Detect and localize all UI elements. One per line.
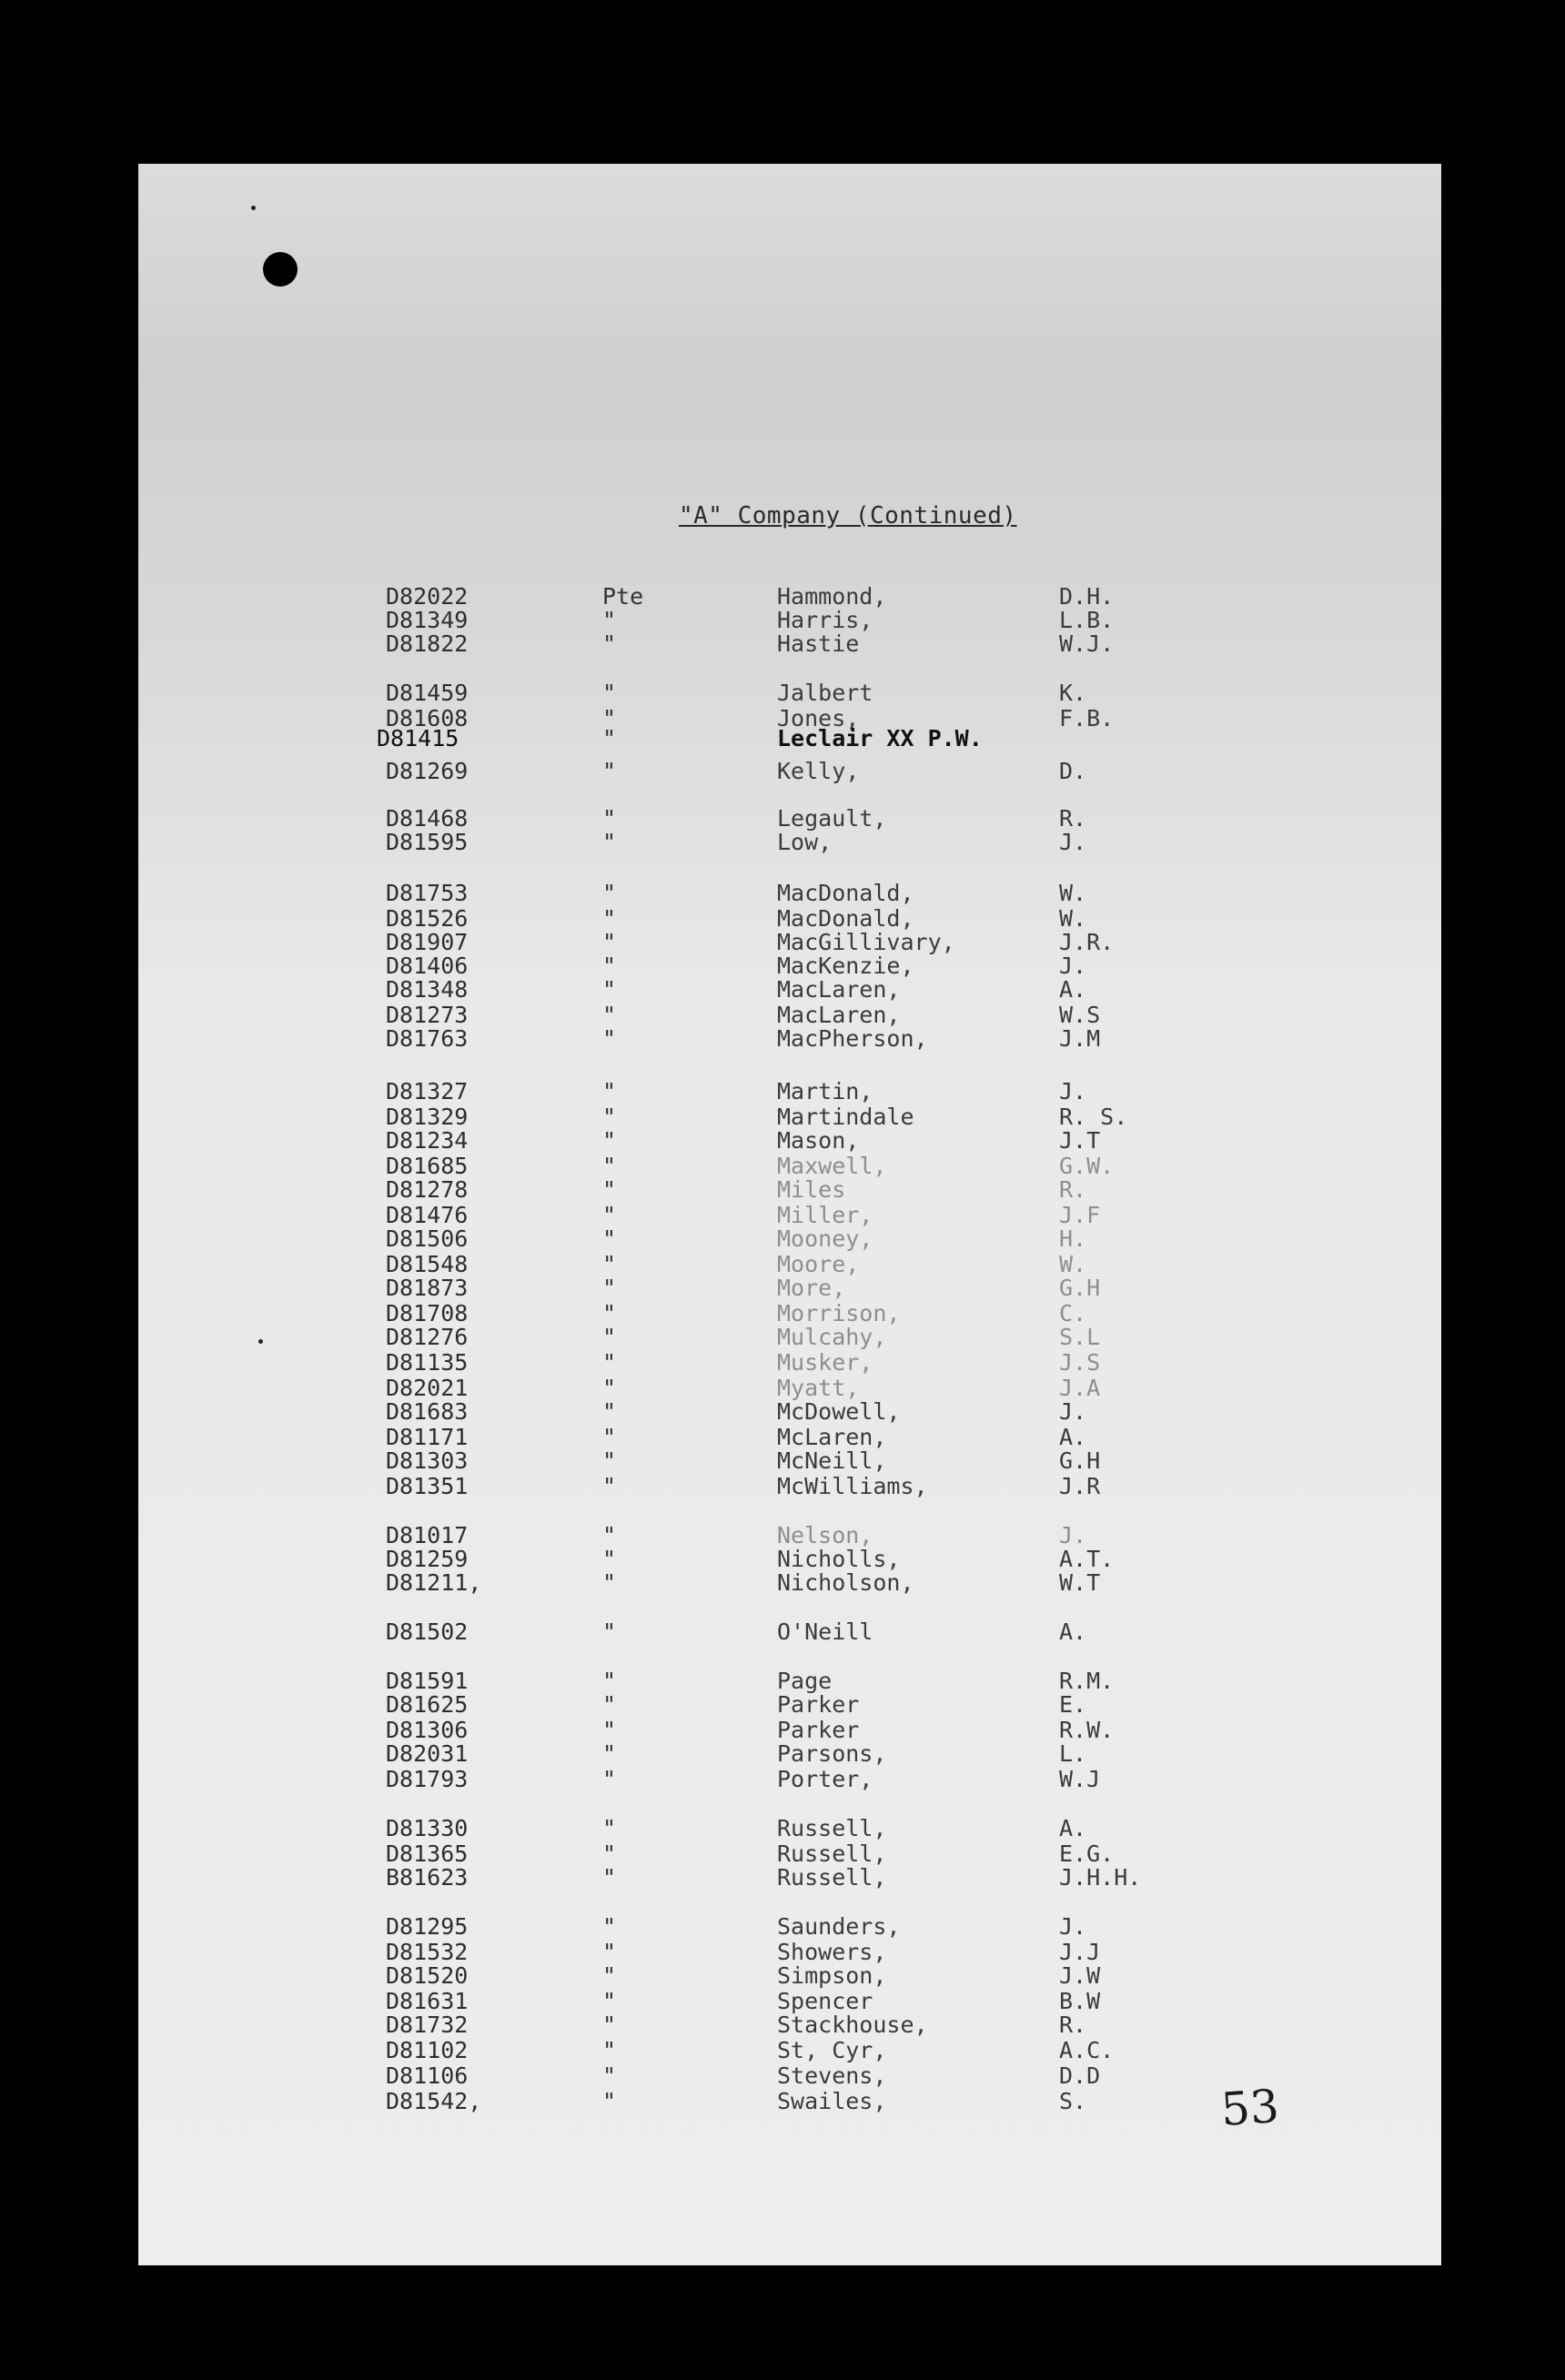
roster-row <box>138 1203 1441 1228</box>
rank: " <box>602 1251 617 1277</box>
rank: " <box>602 1864 617 1891</box>
surname: Low, <box>777 829 833 855</box>
rank: " <box>602 1349 617 1376</box>
service-number: D81303 <box>386 1447 469 1474</box>
rank: " <box>602 1375 617 1401</box>
initials: W. <box>1059 1251 1087 1277</box>
rank: " <box>602 1717 617 1743</box>
initials: R. <box>1059 1176 1087 1203</box>
initials: C. <box>1059 1300 1087 1326</box>
roster-row <box>138 1154 1441 1179</box>
roster-row <box>138 806 1441 832</box>
surname: MacKenzie, <box>777 953 914 979</box>
initials: W.J. <box>1059 630 1115 657</box>
initials: A.T. <box>1059 1546 1115 1572</box>
surname: Porter, <box>777 1766 873 1792</box>
rank: " <box>602 905 617 932</box>
initials: W. <box>1059 880 1087 906</box>
initials: F.B. <box>1059 705 1115 731</box>
surname: Kelly, <box>777 758 860 784</box>
initials: R. <box>1059 2012 1087 2038</box>
surname: Stackhouse, <box>777 2012 928 2038</box>
surname: Nicholson, <box>777 1569 914 1596</box>
rank: " <box>602 1104 617 1130</box>
roster-row <box>138 1079 1441 1104</box>
page-title: "A" Company (Continued) <box>679 502 1017 529</box>
service-number: D81506 <box>386 1225 469 1252</box>
surname: Russell, <box>777 1840 887 1867</box>
rank: " <box>602 680 617 706</box>
rank: " <box>602 2037 617 2063</box>
surname: Parsons, <box>777 1740 887 1767</box>
surname: Nelson, <box>777 1522 873 1548</box>
rank: " <box>602 1025 617 1052</box>
initials: D.D <box>1059 2062 1101 2089</box>
service-number: D81608 <box>386 705 469 731</box>
service-number: D81542, <box>386 2088 482 2114</box>
service-number: D81276 <box>386 1324 469 1350</box>
surname: Martindale <box>777 1104 914 1130</box>
surname: Stevens, <box>777 2062 887 2089</box>
initials: J. <box>1059 1078 1087 1104</box>
rank: " <box>602 758 617 784</box>
initials: J.H.H. <box>1059 1864 1142 1891</box>
roster-row <box>138 1399 1441 1425</box>
initials: J.R. <box>1059 929 1115 955</box>
rank: " <box>602 1153 617 1179</box>
roster-row <box>138 1816 1441 1841</box>
surname: McDowell, <box>777 1398 901 1425</box>
initials: R.M. <box>1059 1668 1115 1694</box>
initials: J.W <box>1059 1962 1101 1989</box>
initials: J.T <box>1059 1127 1101 1154</box>
roster-row <box>138 1003 1441 1028</box>
service-number: D81017 <box>386 1522 469 1548</box>
rank: " <box>602 1225 617 1252</box>
service-number: D81365 <box>386 1840 469 1867</box>
roster-row <box>138 1940 1441 1965</box>
service-number: D81295 <box>386 1913 469 1940</box>
rank: " <box>602 976 617 1003</box>
roster-row <box>138 1276 1441 1301</box>
service-number: D81406 <box>386 953 469 979</box>
initials: A.C. <box>1059 2037 1115 2063</box>
service-number: D81259 <box>386 1546 469 1572</box>
initials: L. <box>1059 1740 1087 1767</box>
surname: McWilliams, <box>777 1473 928 1499</box>
roster-row <box>138 1128 1441 1154</box>
surname: Parker <box>777 1717 860 1743</box>
service-number: D81476 <box>386 1202 469 1228</box>
initials: R. S. <box>1059 1104 1128 1130</box>
surname: Swailes, <box>777 2088 887 2114</box>
rank: " <box>602 1815 617 1841</box>
surname: Moore, <box>777 1251 860 1277</box>
surname: Musker, <box>777 1349 873 1376</box>
service-number: D82031 <box>386 1740 469 1767</box>
service-number: D81106 <box>386 2062 469 2089</box>
service-number: D81753 <box>386 880 469 906</box>
service-number: D81502 <box>386 1619 469 1645</box>
initials: W.S <box>1059 1002 1101 1028</box>
service-number: D81591 <box>386 1668 469 1694</box>
surname: Mason, <box>777 1127 860 1154</box>
initials: R. <box>1059 805 1087 832</box>
initials: S. <box>1059 2088 1087 2114</box>
roster-row <box>138 1177 1441 1203</box>
service-number: D81269 <box>386 758 469 784</box>
roster-row <box>138 977 1441 1003</box>
roster-row <box>138 681 1441 706</box>
service-number: D81683 <box>386 1398 469 1425</box>
roster-list <box>138 164 1441 2265</box>
rank: " <box>602 1275 617 1301</box>
initials: J.M <box>1059 1025 1101 1052</box>
surname: Legault, <box>777 805 887 832</box>
roster-row <box>138 584 1441 610</box>
rank: " <box>602 829 617 855</box>
surname: Nicholls, <box>777 1546 901 1572</box>
initials: J.S <box>1059 1349 1101 1376</box>
surname: St, Cyr, <box>777 2037 887 2063</box>
surname: Miller, <box>777 1202 873 1228</box>
rank: " <box>602 1300 617 1326</box>
surname: Myatt, <box>777 1375 860 1401</box>
service-number: B81623 <box>386 1864 469 1891</box>
surname: MacLaren, <box>777 976 901 1003</box>
roster-row <box>138 1301 1441 1326</box>
rank: " <box>602 1324 617 1350</box>
service-number: D81732 <box>386 2012 469 2038</box>
service-number: D81171 <box>386 1424 469 1450</box>
surname: MacDonald, <box>777 880 914 906</box>
surname: Page <box>777 1668 833 1694</box>
initials: W.T <box>1059 1569 1101 1596</box>
initials: S.L <box>1059 1324 1101 1350</box>
rank: " <box>602 1398 617 1425</box>
initials: J. <box>1059 953 1087 979</box>
rank: " <box>602 1176 617 1203</box>
initials: G.W. <box>1059 1153 1115 1179</box>
roster-row <box>138 759 1441 784</box>
service-number: D81822 <box>386 630 469 657</box>
roster-row <box>138 953 1441 979</box>
surname: Mulcahy, <box>777 1324 887 1350</box>
roster-row <box>138 1619 1441 1645</box>
surname: Simpson, <box>777 1962 887 1989</box>
rank: " <box>602 1078 617 1104</box>
surname: Russell, <box>777 1815 887 1841</box>
rank: " <box>602 880 617 906</box>
surname: Maxwell, <box>777 1153 887 1179</box>
rank: " <box>602 1569 617 1596</box>
roster-row <box>138 1104 1441 1130</box>
initials: R.W. <box>1059 1717 1115 1743</box>
rank: " <box>602 1668 617 1694</box>
roster-row <box>138 1474 1441 1499</box>
service-number: D81348 <box>386 976 469 1003</box>
initials: J.J <box>1059 1939 1101 1965</box>
service-number: D82021 <box>386 1375 469 1401</box>
surname: Morrison, <box>777 1300 901 1326</box>
service-number: D81102 <box>386 2037 469 2063</box>
roster-row <box>138 2012 1441 2038</box>
roster-row <box>138 1026 1441 1052</box>
roster-row <box>138 830 1441 855</box>
roster-row <box>138 1252 1441 1277</box>
roster-row <box>138 1325 1441 1350</box>
service-number: D81278 <box>386 1176 469 1203</box>
roster-row <box>138 1841 1441 1867</box>
service-number: D81351 <box>386 1473 469 1499</box>
initials: A. <box>1059 1424 1087 1450</box>
roster-row <box>138 881 1441 906</box>
rank: " <box>602 1962 617 1989</box>
surname: MacGillivary, <box>777 929 955 955</box>
service-number: D81526 <box>386 905 469 932</box>
rank: " <box>602 1619 617 1645</box>
roster-row <box>138 1718 1441 1743</box>
service-number: D81234 <box>386 1127 469 1154</box>
initials: E. <box>1059 1691 1087 1718</box>
roster-row <box>138 1741 1441 1767</box>
service-number: D81330 <box>386 1815 469 1841</box>
roster-row <box>138 1547 1441 1572</box>
initials: D.H. <box>1059 583 1115 610</box>
initials: J. <box>1059 829 1087 855</box>
surname: Parker <box>777 1691 860 1718</box>
service-number: D81329 <box>386 1104 469 1130</box>
surname: Hastie <box>777 630 860 657</box>
service-number: D81468 <box>386 805 469 832</box>
document-page <box>138 164 1441 2265</box>
initials: H. <box>1059 1225 1087 1252</box>
roster-row <box>138 1669 1441 1694</box>
rank: " <box>602 2088 617 2114</box>
surname: Miles <box>777 1176 846 1203</box>
surname: Saunders, <box>777 1913 901 1940</box>
rank: " <box>602 1913 617 1940</box>
roster-row <box>138 1914 1441 1940</box>
initials: G.H <box>1059 1275 1101 1301</box>
rank: " <box>602 1424 617 1450</box>
rank: " <box>602 1988 617 2014</box>
roster-row <box>138 1350 1441 1376</box>
rank: " <box>602 1522 617 1548</box>
surname: Mooney, <box>777 1225 873 1252</box>
rank: " <box>602 1840 617 1867</box>
roster-row <box>138 1376 1441 1401</box>
initials: J.R <box>1059 1473 1101 1499</box>
roster-row <box>138 1226 1441 1252</box>
surname: McLaren, <box>777 1424 887 1450</box>
surname: MacDonald, <box>777 905 914 932</box>
surname: Spencer <box>777 1988 873 2014</box>
initials: J. <box>1059 1522 1087 1548</box>
initials: L.B. <box>1059 607 1115 633</box>
service-number: D81793 <box>386 1766 469 1792</box>
rank: " <box>602 607 617 633</box>
service-number: D81349 <box>386 607 469 633</box>
initials: A. <box>1059 1815 1087 1841</box>
roster-row <box>138 1448 1441 1474</box>
initials: J.F <box>1059 1202 1101 1228</box>
service-number: D81548 <box>386 1251 469 1277</box>
surname: Leclair XX P.W. <box>777 725 983 751</box>
initials: W. <box>1059 905 1087 932</box>
page-number: 53 <box>1219 2079 1281 2137</box>
surname: Jones, <box>777 705 860 731</box>
roster-row <box>138 726 1441 751</box>
surname: Russell, <box>777 1864 887 1891</box>
initials: J. <box>1059 1398 1087 1425</box>
surname: Showers, <box>777 1939 887 1965</box>
initials: J.A <box>1059 1375 1101 1401</box>
surname: O'Neill <box>777 1619 873 1645</box>
service-number: D81520 <box>386 1962 469 1989</box>
roster-row <box>138 930 1441 955</box>
surname: Hammond, <box>777 583 887 610</box>
service-number: D81708 <box>386 1300 469 1326</box>
service-number: D81306 <box>386 1717 469 1743</box>
initials: W.J <box>1059 1766 1101 1792</box>
rank: " <box>602 1202 617 1228</box>
service-number: D81327 <box>386 1078 469 1104</box>
rank: " <box>602 805 617 832</box>
roster-row <box>138 608 1441 633</box>
roster-row <box>138 1865 1441 1891</box>
rank: " <box>602 705 617 731</box>
service-number: D81532 <box>386 1939 469 1965</box>
rank: " <box>602 725 617 751</box>
initials: A. <box>1059 1619 1087 1645</box>
roster-row <box>138 1523 1441 1548</box>
service-number: D81873 <box>386 1275 469 1301</box>
rank: " <box>602 953 617 979</box>
rank: " <box>602 1473 617 1499</box>
roster-row <box>138 2038 1441 2063</box>
initials: D. <box>1059 758 1087 784</box>
roster-row <box>138 1425 1441 1450</box>
initials: A. <box>1059 976 1087 1003</box>
initials: J. <box>1059 1913 1087 1940</box>
rank: " <box>602 1002 617 1028</box>
roster-row <box>138 1989 1441 2014</box>
rank: Pte <box>602 583 644 610</box>
rank: " <box>602 1691 617 1718</box>
rank: " <box>602 1447 617 1474</box>
rank: " <box>602 630 617 657</box>
surname: Jalbert <box>777 680 873 706</box>
roster-row <box>138 906 1441 932</box>
rank: " <box>602 1546 617 1572</box>
service-number: D81211, <box>386 1569 482 1596</box>
service-number: D81415 <box>377 725 459 751</box>
rank: " <box>602 1766 617 1792</box>
surname: McNeill, <box>777 1447 887 1474</box>
service-number: D81631 <box>386 1988 469 2014</box>
service-number: D82022 <box>386 583 469 610</box>
service-number: D81625 <box>386 1691 469 1718</box>
service-number: D81135 <box>386 1349 469 1376</box>
initials: B.W <box>1059 1988 1101 2014</box>
roster-row <box>138 1570 1441 1596</box>
surname: Harris, <box>777 607 873 633</box>
service-number: D81595 <box>386 829 469 855</box>
rank: " <box>602 1127 617 1154</box>
roster-row <box>138 631 1441 657</box>
service-number: D81685 <box>386 1153 469 1179</box>
roster-row <box>138 1963 1441 1989</box>
initials: E.G. <box>1059 1840 1115 1867</box>
rank: " <box>602 1740 617 1767</box>
surname: More, <box>777 1275 846 1301</box>
rank: " <box>602 1939 617 1965</box>
surname: Martin, <box>777 1078 873 1104</box>
initials: K. <box>1059 680 1087 706</box>
rank: " <box>602 2012 617 2038</box>
roster-row <box>138 1692 1441 1718</box>
roster-row <box>138 1767 1441 1792</box>
surname: MacLaren, <box>777 1002 901 1028</box>
service-number: D81763 <box>386 1025 469 1052</box>
service-number: D81459 <box>386 680 469 706</box>
service-number: D81273 <box>386 1002 469 1028</box>
rank: " <box>602 929 617 955</box>
surname: MacPherson, <box>777 1025 928 1052</box>
initials: G.H <box>1059 1447 1101 1474</box>
rank: " <box>602 2062 617 2089</box>
service-number: D81907 <box>386 929 469 955</box>
